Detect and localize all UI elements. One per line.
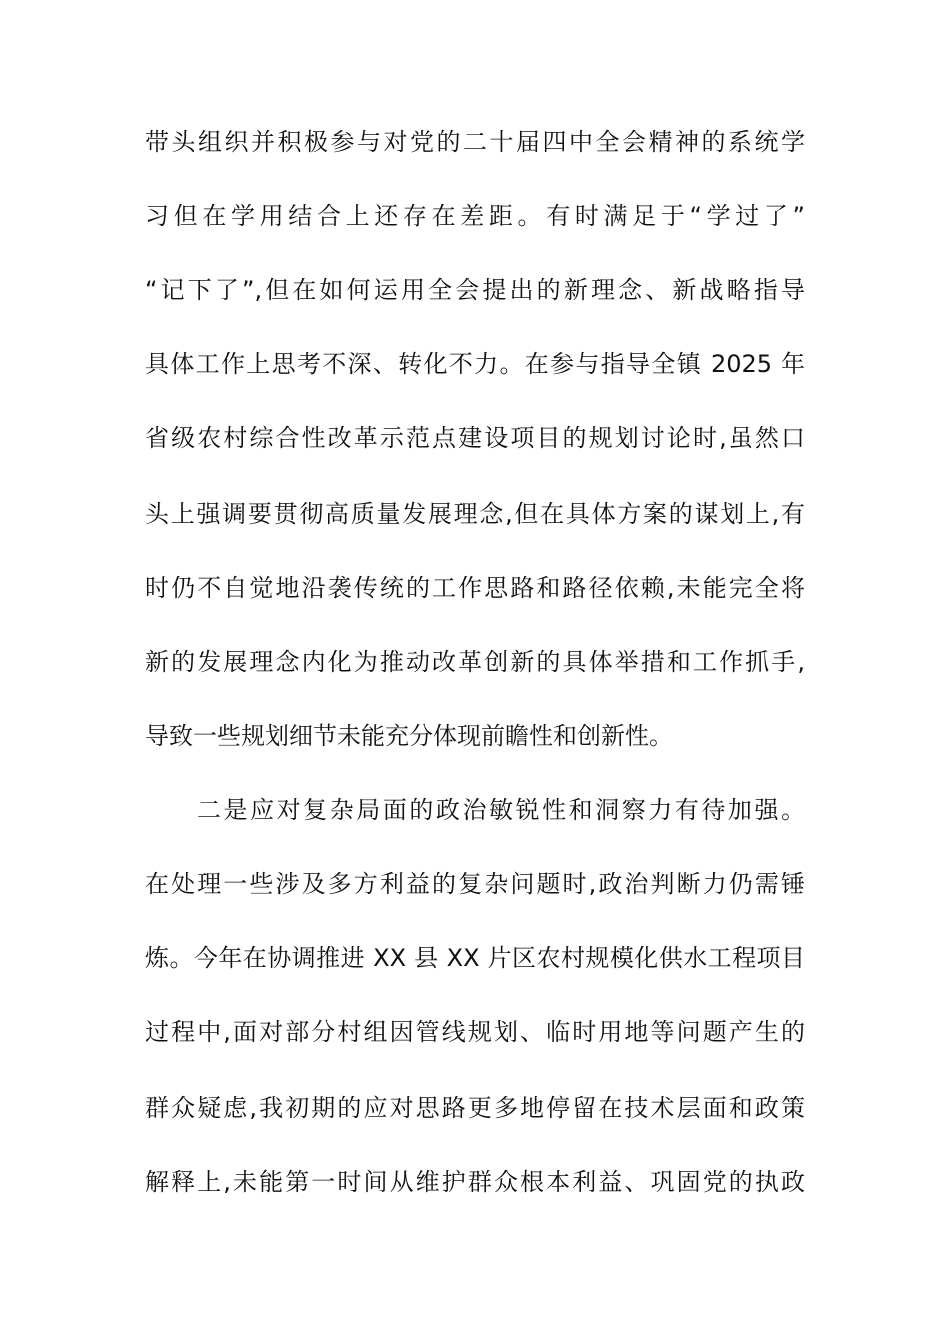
text-line: 带头组织并积极参与对党的二十届四中全会精神的系统学 [145, 128, 805, 156]
text-line: 在处理一些涉及多方利益的复杂问题时,政治判断力仍需锤 [145, 870, 805, 898]
paragraph-end-line: 导致一些规划细节未能充分体现前瞻性和创新性。 [145, 722, 673, 750]
text-line: 头上强调要贯彻高质量发展理念,但在具体方案的谋划上,有 [145, 500, 805, 528]
text-line: 具体工作上思考不深、转化不力。在参与指导全镇 2025 年 [145, 350, 805, 378]
text-line: “记下了”,但在如何运用全会提出的新理念、新战略指导 [145, 276, 805, 304]
text-line: 炼。今年在协调推进 XX 县 XX 片区农村规模化供水工程项目 [145, 944, 805, 972]
text-line: 过程中,面对部分村组因管线规划、临时用地等问题产生的 [145, 1018, 805, 1046]
text-line: 省级农村综合性改革示范点建设项目的规划讨论时,虽然口 [145, 424, 805, 452]
text-line: 解释上,未能第一时间从维护群众根本利益、巩固党的执政 [145, 1168, 805, 1196]
text-line: 群众疑虑,我初期的应对思路更多地停留在技术层面和政策 [145, 1094, 805, 1122]
section-heading-line: 二是应对复杂局面的政治敏锐性和洞察力有待加强。 [197, 796, 805, 824]
text-line: 新的发展理念内化为推动改革创新的具体举措和工作抓手, [145, 648, 805, 676]
text-line: 习但在学用结合上还存在差距。有时满足于“学过了” [145, 202, 805, 230]
text-line: 时仍不自觉地沿袭传统的工作思路和路径依赖,未能完全将 [145, 574, 805, 602]
